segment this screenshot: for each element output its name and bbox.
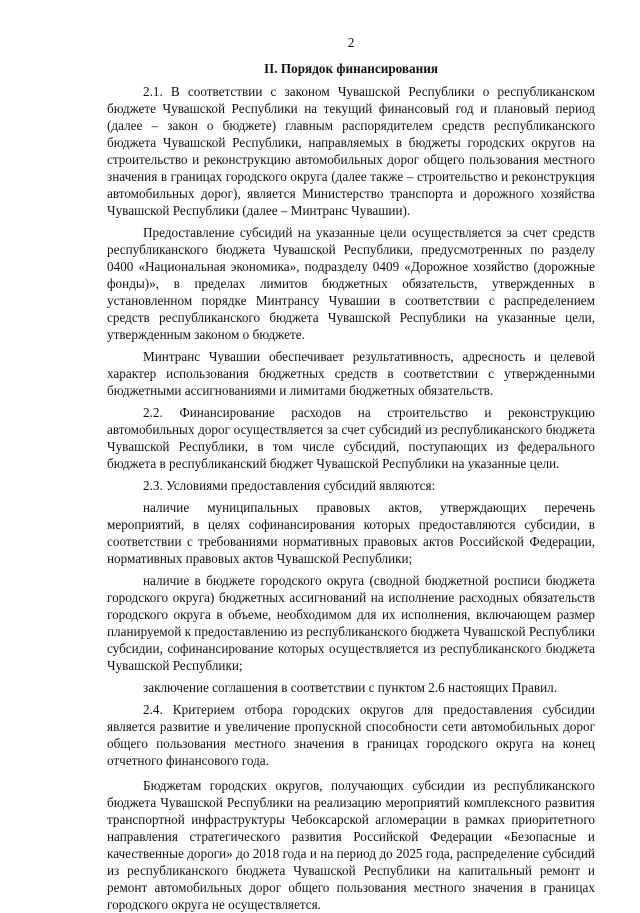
paragraph-condition-budget: наличие в бюджете городского округа (сводной бюджетной росписи бюджета городского округа) бюджетных ассигнований на исполнение расходных обязательств городского округа в объеме, необходимом для их исполнения, включающем размер планируемой к предоставлению из республиканского бюджета Чувашской Республики субсидии, софинансирование которых осуществляется из республиканского бюджета Чувашской Республики; xyxy=(107,573,595,673)
paragraph-2-4: 2.4. Критерием отбора городских округов для предоставления субсидии является развитие и увеличение пропускной способности сети автомобильных дорог общего пользования местного значения в границах городского округа на конец отчетного финансового года. xyxy=(107,702,595,768)
paragraph-2-3: 2.3. Условиями предоставления субсидий являются: xyxy=(143,478,436,493)
paragraph-2-2: 2.2. Финансирование расходов на строительство и реконструкцию автомобильных дорог осуществляется за счет субсидий из республиканского бюджета Чувашской Республики, в том числе субсидий, поступающих из федерального бюджета в республиканский бюджет Чувашской Республики на указанные цели. xyxy=(107,405,595,471)
paragraph-condition-agreement: заключение соглашения в соответствии с пунктом 2.6 настоящих Правил. xyxy=(143,680,558,695)
document-page xyxy=(107,34,595,913)
page-number: 2 xyxy=(347,35,355,50)
section-heading: II. Порядок финансирования xyxy=(264,61,438,76)
paragraph-2-1: 2.1. В соответствии с законом Чувашской Республики о республиканском бюджете Чувашской Республики на текущий финансовый год и плановый период (далее – закон о бюджете) главным распорядителем средств республиканского бюджета Чувашской Республики, направляемых в бюджеты городских округов на строительство и реконструкцию автомобильных дорог общего пользования местного значения в границах городского округа (далее также – строительство и реконструкция автомобильных дорог), является Министерство транспорта и дорожного хозяйства Чувашской Республики (далее – Минтранс Чувашии). xyxy=(107,84,595,218)
paragraph-funding-source: Предоставление субсидий на указанные цели осуществляется за счет средств республиканского бюджета Чувашской Республики, предусмотренных по разделу 0400 «Национальная экономика», подразделу 0409 «Дорожное хозяйство (дорожные фонды)», в пределах лимитов бюджетных обязательств, утвержденных в установленном порядке Минтрансу Чувашии в соответствии с распределением средств республиканского бюджета Чувашской Республики на указанные цели, утвержденным законом о бюджете. xyxy=(107,225,595,342)
paragraph-mintrans-responsibility: Минтранс Чувашии обеспечивает результативность, адресность и целевой характер использования бюджетных средств в соответствии с утвержденными бюджетными ассигнованиями и лимитами бюджетных обязательств. xyxy=(107,349,595,398)
paragraph-agglomeration: Бюджетам городских округов, получающих субсидии из республиканского бюджета Чувашской Республики на реализацию мероприятий комплексного развития транспортной инфраструктуры Чебоксарской агломерации в рамках приоритетного направления стратегического развития Российской Федерации «Безопасные и качественные дороги» до 2018 года и на период до 2025 года, распределение субсидий из республиканского бюджета Чувашской Республики на капитальный ремонт и ремонт автомобильных дорог общего пользования местного значения в границах городского округа не осуществляется. xyxy=(107,778,595,912)
paragraph-condition-legal-acts: наличие муниципальных правовых актов, утверждающих перечень мероприятий, в целях софинансирования которых предоставляются субсидии, в соответствии с требованиями нормативных правовых актов Российской Федерации, нормативных правовых актов Чувашской Республики; xyxy=(107,500,595,566)
